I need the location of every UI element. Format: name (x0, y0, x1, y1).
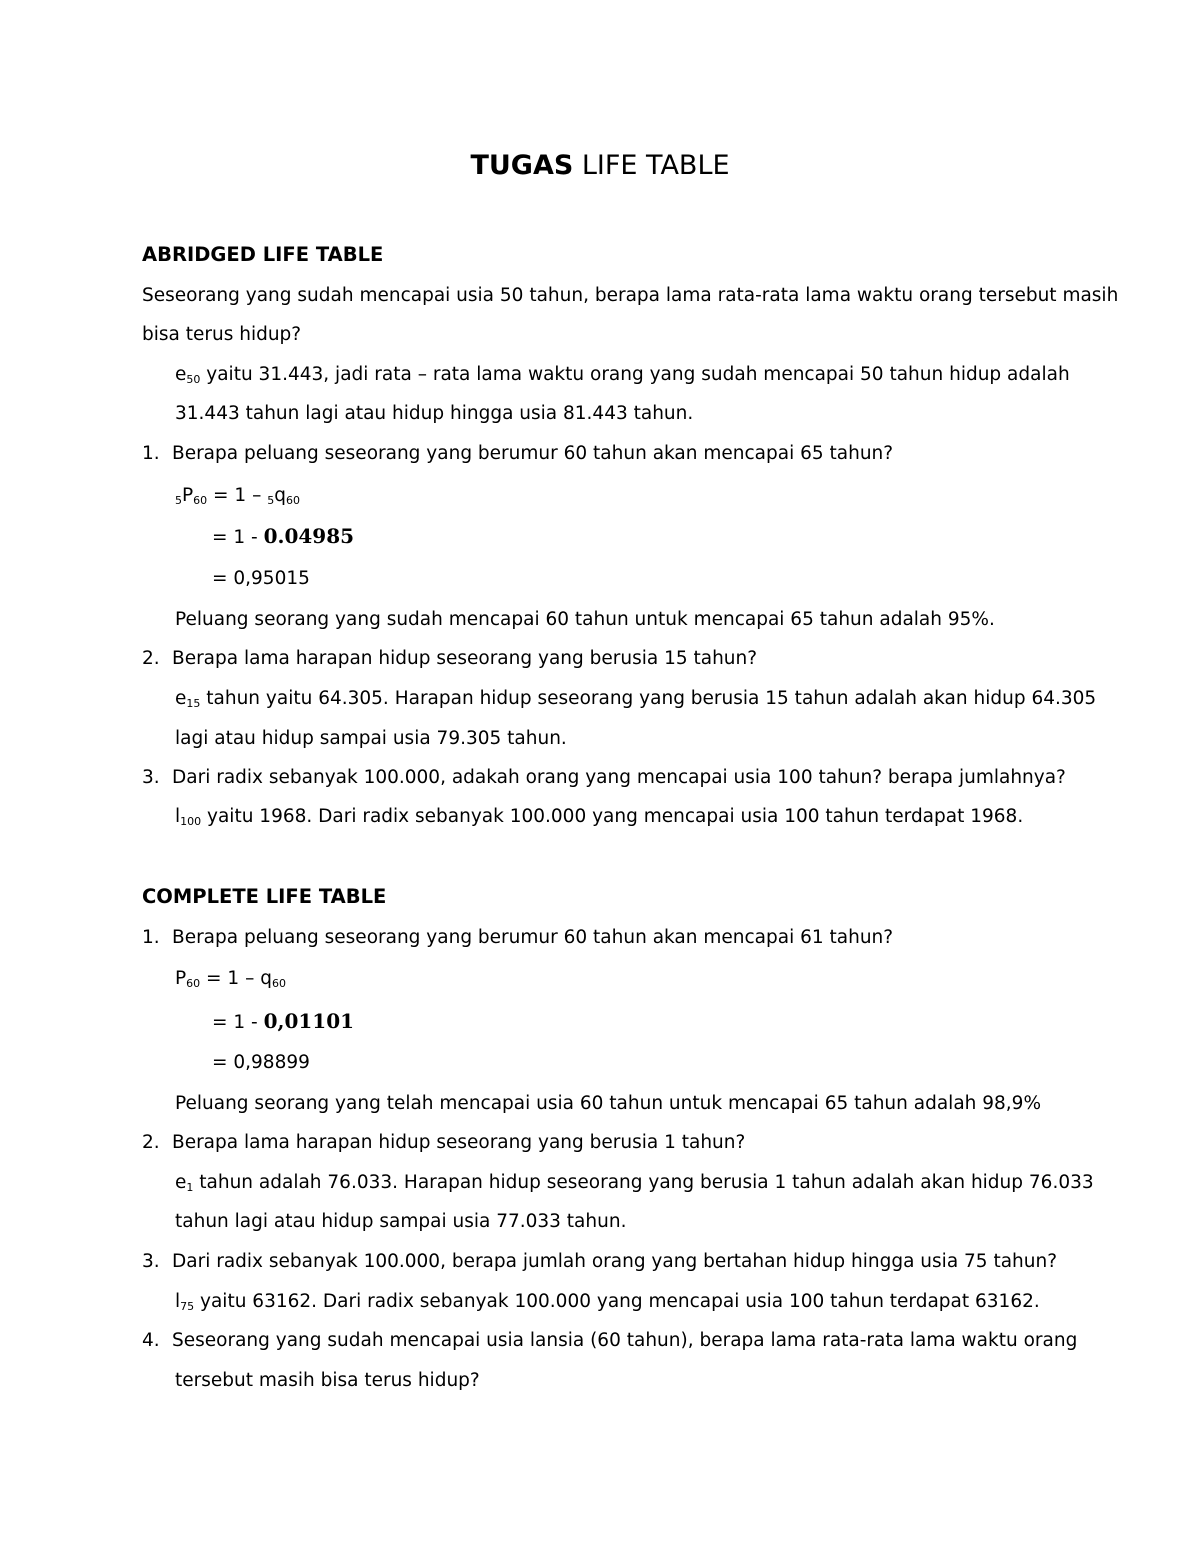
l100-symbol: l (175, 806, 181, 827)
question-text: Berapa peluang seseorang yang berumur 60 tahun akan mencapai 61 tahun? (172, 927, 894, 948)
e50-subscript: 50 (186, 373, 201, 386)
complete-q2-line2: tahun lagi atau hidup sampai usia 77.033 tahun. (175, 1211, 627, 1232)
p-symbol: P (175, 968, 187, 989)
formula-mid: = 1 – (207, 485, 268, 506)
page-title (0, 150, 1200, 181)
p-subscript: 60 (193, 494, 208, 507)
question-text: Dari radix sebanyak 100.000, berapa jumlah orang yang bertahan hidup hingga usia 75 tahun? (172, 1251, 1058, 1272)
l75-symbol: l (175, 1291, 181, 1312)
abridged-q2-line1 (175, 690, 1096, 709)
e15-symbol: e (175, 688, 187, 709)
list-number: 1. (142, 443, 160, 464)
abridged-answer-line1 (175, 366, 1070, 385)
title-bold: TUGAS (470, 150, 574, 181)
abridged-answer-text: yaitu 31.443, jadi rata – rata lama waktu orang yang sudah mencapai 50 tahun hidup adalah (200, 364, 1070, 385)
answer-text: tahun yaitu 64.305. Harapan hidup seseorang yang berusia 15 tahun adalah akan hidup 64.305 (200, 688, 1097, 709)
question-text: Dari radix sebanyak 100.000, adakah orang yang mencapai usia 100 tahun? berapa jumlahnya? (172, 767, 1066, 788)
list-number: 3. (142, 767, 160, 788)
answer-text: yaitu 63162. Dari radix sebanyak 100.000 yang mencapai usia 100 tahun terdapat 63162. (194, 1291, 1040, 1312)
complete-q1-step2: = 0,98899 (212, 1052, 310, 1073)
e1-subscript: 1 (186, 1181, 194, 1194)
abridged-q3 (142, 769, 1066, 788)
list-number: 3. (142, 1251, 160, 1272)
abridged-q2 (142, 650, 757, 669)
l75-subscript: 75 (180, 1300, 195, 1313)
abridged-q1-step2: = 0,95015 (212, 568, 310, 589)
q-symbol: q (260, 968, 272, 989)
abridged-q1 (142, 445, 893, 464)
question-text: Berapa lama harapan hidup seseorang yang berusia 1 tahun? (172, 1132, 746, 1153)
complete-heading: COMPLETE LIFE TABLE (142, 885, 387, 908)
title-rest: LIFE TABLE (573, 150, 730, 181)
complete-q1 (142, 929, 893, 948)
list-number: 4. (142, 1330, 160, 1351)
abridged-q1-step1 (212, 526, 354, 548)
step-prefix: = 1 - (212, 1012, 264, 1033)
p-subscript: 60 (186, 977, 201, 990)
answer-text: tahun adalah 76.033. Harapan hidup seseorang yang berusia 1 tahun adalah akan hidup 76.033 (193, 1172, 1094, 1193)
question-text: Seseorang yang sudah mencapai usia lansia (60 tahun), berapa lama rata-rata lama waktu orang (172, 1330, 1078, 1351)
abridged-q3-line1 (175, 808, 1023, 827)
question-text: Berapa lama harapan hidup seseorang yang berusia 15 tahun? (172, 648, 758, 669)
abridged-q1-conclusion: Peluang seorang yang sudah mencapai 60 tahun untuk mencapai 65 tahun adalah 95%. (175, 609, 995, 630)
complete-q4 (142, 1332, 1077, 1351)
complete-q2-line1 (175, 1174, 1094, 1193)
complete-q2 (142, 1134, 745, 1153)
abridged-q1-formula (175, 487, 300, 506)
prefix-5: 5 (175, 494, 182, 507)
formula-mid: = 1 – (200, 968, 261, 989)
list-number: 1. (142, 927, 160, 948)
abridged-heading: ABRIDGED LIFE TABLE (142, 243, 384, 266)
step-value: 0.04985 (263, 524, 355, 548)
step-prefix: = 1 - (212, 527, 264, 548)
answer-text: yaitu 1968. Dari radix sebanyak 100.000 yang mencapai usia 100 tahun terdapat 1968. (201, 806, 1024, 827)
complete-q1-step1 (212, 1011, 354, 1033)
abridged-intro-line1: Seseorang yang sudah mencapai usia 50 tahun, berapa lama rata-rata lama waktu orang tersebut masih (142, 285, 1119, 306)
list-number: 2. (142, 648, 160, 669)
complete-q1-formula (175, 970, 286, 989)
abridged-q2-line2: lagi atau hidup sampai usia 79.305 tahun. (175, 728, 567, 749)
e15-subscript: 15 (186, 697, 201, 710)
q-symbol: q (274, 485, 286, 506)
l100-subscript: 100 (180, 815, 202, 828)
q-subscript: 60 (271, 977, 286, 990)
e1-symbol: e (175, 1172, 187, 1193)
list-number: 2. (142, 1132, 160, 1153)
abridged-intro-line2: bisa terus hidup? (142, 324, 302, 345)
complete-q1-conclusion: Peluang seorang yang telah mencapai usia 60 tahun untuk mencapai 65 tahun adalah 98,9% (175, 1093, 1042, 1114)
q-subscript: 60 (285, 494, 300, 507)
e50-symbol: e (175, 364, 187, 385)
complete-q3-line1 (175, 1293, 1040, 1312)
p-symbol: P (182, 485, 194, 506)
complete-q3 (142, 1253, 1057, 1272)
question-text: Berapa peluang seseorang yang berumur 60 tahun akan mencapai 65 tahun? (172, 443, 894, 464)
step-value: 0,01101 (263, 1009, 355, 1033)
complete-q4-line2: tersebut masih bisa terus hidup? (175, 1370, 480, 1391)
abridged-answer-line2: 31.443 tahun lagi atau hidup hingga usia 81.443 tahun. (175, 403, 694, 424)
prefix-5b: 5 (267, 494, 275, 507)
